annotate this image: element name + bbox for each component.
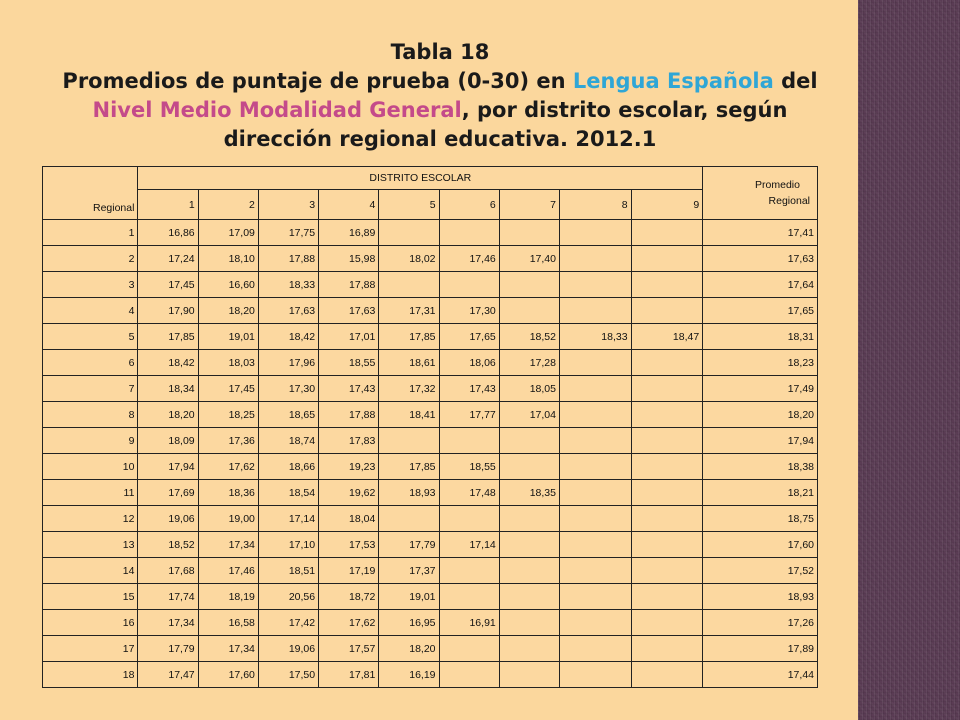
title-line-4: dirección regional educativa. 2012.1 [223,127,657,151]
district-score-cell [379,272,439,298]
promedio-regional-cell: 17,65 [703,298,818,324]
district-score-cell: 18,51 [258,558,318,584]
district-score-cell [631,220,703,246]
district-score-cell: 18,72 [319,584,379,610]
promedio-regional-cell: 17,49 [703,376,818,402]
district-score-cell: 17,09 [198,220,258,246]
district-score-cell: 17,19 [319,558,379,584]
regional-cell: 15 [43,584,138,610]
header-district-4: 4 [319,190,379,220]
header-district-7: 7 [499,190,559,220]
district-score-cell: 18,19 [198,584,258,610]
district-score-cell: 16,58 [198,610,258,636]
promedio-regional-cell: 17,44 [703,662,818,688]
regional-cell: 6 [43,350,138,376]
table-row [43,402,818,428]
district-score-cell: 17,46 [439,246,499,272]
header-district-3: 3 [258,190,318,220]
district-score-cell: 17,62 [319,610,379,636]
district-score-cell: 18,33 [258,272,318,298]
district-score-cell [559,532,631,558]
regional-cell: 1 [43,220,138,246]
district-score-cell [559,220,631,246]
district-score-cell: 18,47 [631,324,703,350]
regional-cell: 11 [43,480,138,506]
table-row [43,428,818,454]
regional-cell: 5 [43,324,138,350]
district-score-cell: 18,52 [499,324,559,350]
district-score-cell: 18,02 [379,246,439,272]
district-score-cell: 18,42 [138,350,198,376]
header-promedio-regional [703,167,818,220]
district-score-cell: 17,57 [319,636,379,662]
district-score-cell [439,662,499,688]
district-score-cell: 16,95 [379,610,439,636]
district-score-cell: 17,45 [138,272,198,298]
district-score-cell: 18,61 [379,350,439,376]
district-score-cell: 17,31 [379,298,439,324]
district-score-cell [631,558,703,584]
district-score-cell: 17,53 [319,532,379,558]
header-district-1: 1 [138,190,198,220]
district-score-cell: 17,62 [198,454,258,480]
district-score-cell: 17,90 [138,298,198,324]
district-score-cell: 17,10 [258,532,318,558]
district-score-cell: 18,03 [198,350,258,376]
district-score-cell: 17,32 [379,376,439,402]
district-score-cell [559,376,631,402]
district-score-cell [631,350,703,376]
district-score-cell: 18,34 [138,376,198,402]
district-score-cell [379,506,439,532]
table-row [43,454,818,480]
district-score-cell: 17,45 [198,376,258,402]
district-score-cell: 17,68 [138,558,198,584]
district-score-cell: 17,04 [499,402,559,428]
district-score-cell: 18,55 [439,454,499,480]
promedio-regional-cell: 17,63 [703,246,818,272]
district-score-cell: 18,25 [198,402,258,428]
regional-cell: 18 [43,662,138,688]
district-score-cell: 17,42 [258,610,318,636]
title-line-2 [30,67,850,96]
table-row [43,662,818,688]
district-score-cell: 17,34 [138,610,198,636]
promedio-regional-cell: 18,31 [703,324,818,350]
promedio-regional-cell: 17,89 [703,636,818,662]
header-district-8: 8 [559,190,631,220]
district-score-cell [379,428,439,454]
header-district-6: 6 [439,190,499,220]
district-score-cell [499,428,559,454]
district-score-cell [559,272,631,298]
regional-cell: 9 [43,428,138,454]
district-score-cell: 17,37 [379,558,439,584]
district-score-cell: 19,06 [258,636,318,662]
district-score-cell [559,506,631,532]
district-score-cell: 18,36 [198,480,258,506]
header-promedio-line1: Promedio [755,179,800,191]
district-score-cell: 18,65 [258,402,318,428]
district-score-cell [439,428,499,454]
title-text: del [773,69,818,93]
district-score-cell: 18,74 [258,428,318,454]
district-score-cell [631,636,703,662]
table-row [43,376,818,402]
regional-cell: 12 [43,506,138,532]
district-score-cell [631,428,703,454]
district-score-cell: 16,91 [439,610,499,636]
district-score-cell: 17,88 [258,246,318,272]
table-row [43,532,818,558]
district-score-cell [631,584,703,610]
district-score-cell [559,402,631,428]
district-score-cell [499,506,559,532]
district-score-cell: 17,79 [379,532,439,558]
table-row [43,584,818,610]
district-score-cell: 20,56 [258,584,318,610]
promedio-regional-cell: 17,52 [703,558,818,584]
title-table-number: Tabla 18 [390,40,490,64]
table-row [43,350,818,376]
district-score-cell: 18,06 [439,350,499,376]
district-score-cell: 17,30 [439,298,499,324]
district-score-cell [631,610,703,636]
header-district-2: 2 [198,190,258,220]
regional-cell: 16 [43,610,138,636]
promedio-regional-cell: 18,93 [703,584,818,610]
district-score-cell: 17,28 [499,350,559,376]
district-score-cell: 17,01 [319,324,379,350]
header-district-5: 5 [379,190,439,220]
district-score-cell: 18,55 [319,350,379,376]
table-row [43,480,818,506]
district-score-cell [559,636,631,662]
district-score-cell: 17,34 [198,532,258,558]
district-score-cell [559,428,631,454]
district-score-cell: 18,09 [138,428,198,454]
table-row [43,272,818,298]
district-score-cell [499,298,559,324]
district-score-cell: 17,85 [379,324,439,350]
promedio-regional-cell: 17,41 [703,220,818,246]
title-text: Promedios de puntaje de prueba (0-30) en [62,69,573,93]
slide-title [30,38,850,154]
district-score-cell: 17,88 [319,272,379,298]
district-score-cell: 17,74 [138,584,198,610]
district-score-cell [559,298,631,324]
district-score-cell: 17,24 [138,246,198,272]
title-level: Nivel Medio Modalidad General [92,98,462,122]
table-row [43,324,818,350]
regional-cell: 8 [43,402,138,428]
district-score-cell: 18,20 [198,298,258,324]
district-score-cell: 17,50 [258,662,318,688]
district-score-cell [631,480,703,506]
promedio-regional-cell: 17,94 [703,428,818,454]
district-score-cell: 17,77 [439,402,499,428]
district-score-cell: 19,23 [319,454,379,480]
district-score-cell: 19,62 [319,480,379,506]
scores-table [42,166,818,688]
district-score-cell: 18,41 [379,402,439,428]
district-score-cell [559,246,631,272]
district-score-cell: 19,01 [198,324,258,350]
district-score-cell: 19,01 [379,584,439,610]
district-score-cell: 16,19 [379,662,439,688]
district-score-cell [559,480,631,506]
district-score-cell [631,298,703,324]
district-score-cell [499,558,559,584]
header-district-9: 9 [631,190,703,220]
district-score-cell: 18,66 [258,454,318,480]
header-regional: Regional [43,167,138,220]
district-score-cell: 15,98 [319,246,379,272]
district-score-cell [499,636,559,662]
district-score-cell: 17,81 [319,662,379,688]
promedio-regional-cell: 17,60 [703,532,818,558]
district-score-cell [559,350,631,376]
district-score-cell [559,610,631,636]
district-score-cell: 17,83 [319,428,379,454]
district-score-cell [631,376,703,402]
promedio-regional-cell: 17,64 [703,272,818,298]
table-row [43,506,818,532]
district-score-cell [559,454,631,480]
district-score-cell: 16,89 [319,220,379,246]
district-score-cell [499,220,559,246]
district-score-cell [631,272,703,298]
regional-cell: 13 [43,532,138,558]
district-score-cell: 17,63 [258,298,318,324]
promedio-regional-cell: 18,75 [703,506,818,532]
district-score-cell: 18,05 [499,376,559,402]
promedio-regional-cell: 17,26 [703,610,818,636]
district-score-cell: 18,54 [258,480,318,506]
district-score-cell: 17,48 [439,480,499,506]
district-score-cell: 19,00 [198,506,258,532]
regional-cell: 3 [43,272,138,298]
district-score-cell [631,662,703,688]
district-score-cell: 16,60 [198,272,258,298]
district-score-cell: 17,69 [138,480,198,506]
district-score-cell: 17,75 [258,220,318,246]
district-score-cell [499,454,559,480]
district-score-cell [631,246,703,272]
header-promedio-line2: Regional [768,195,810,207]
title-line-3 [30,96,850,125]
regional-cell: 10 [43,454,138,480]
district-score-cell: 17,60 [198,662,258,688]
district-score-cell: 18,42 [258,324,318,350]
table-row [43,246,818,272]
district-score-cell [439,558,499,584]
regional-cell: 7 [43,376,138,402]
district-score-cell [499,272,559,298]
district-score-cell [631,532,703,558]
district-score-cell: 19,06 [138,506,198,532]
district-score-cell: 17,94 [138,454,198,480]
district-score-cell: 18,35 [499,480,559,506]
district-score-cell: 18,52 [138,532,198,558]
district-score-cell: 17,65 [439,324,499,350]
district-score-cell: 18,20 [379,636,439,662]
district-score-cell [499,662,559,688]
regional-cell: 14 [43,558,138,584]
district-score-cell: 17,40 [499,246,559,272]
title-subject: Lengua Española [572,69,774,93]
district-score-cell: 18,33 [559,324,631,350]
decorative-side-band [858,0,960,720]
promedio-regional-cell: 18,20 [703,402,818,428]
district-score-cell [439,220,499,246]
district-score-cell [499,610,559,636]
district-score-cell [499,584,559,610]
district-score-cell [439,636,499,662]
promedio-regional-cell: 18,21 [703,480,818,506]
table-row [43,220,818,246]
district-score-cell [559,662,631,688]
district-score-cell: 17,14 [439,532,499,558]
district-score-cell: 18,10 [198,246,258,272]
table-row [43,558,818,584]
district-score-cell: 18,04 [319,506,379,532]
district-score-cell [631,506,703,532]
district-score-cell: 17,43 [439,376,499,402]
promedio-regional-cell: 18,38 [703,454,818,480]
header-distrito-escolar: DISTRITO ESCOLAR [138,167,703,190]
title-text: , por distrito escolar, según [461,98,788,122]
district-score-cell [439,506,499,532]
district-score-cell: 17,96 [258,350,318,376]
table-row [43,610,818,636]
district-score-cell: 17,34 [198,636,258,662]
district-score-cell [379,220,439,246]
promedio-regional-cell: 18,23 [703,350,818,376]
district-score-cell: 17,46 [198,558,258,584]
table-row [43,298,818,324]
district-score-cell [631,402,703,428]
district-score-cell: 17,30 [258,376,318,402]
district-score-cell: 17,36 [198,428,258,454]
district-score-cell: 17,14 [258,506,318,532]
district-score-cell: 17,85 [379,454,439,480]
district-score-cell: 17,47 [138,662,198,688]
regional-cell: 2 [43,246,138,272]
district-score-cell: 17,43 [319,376,379,402]
table-row [43,636,818,662]
district-score-cell: 18,20 [138,402,198,428]
district-score-cell [559,558,631,584]
district-score-cell: 17,85 [138,324,198,350]
district-score-cell: 17,88 [319,402,379,428]
district-score-cell [499,532,559,558]
district-score-cell: 16,86 [138,220,198,246]
district-score-cell [439,584,499,610]
regional-cell: 4 [43,298,138,324]
district-score-cell [439,272,499,298]
district-score-cell: 18,93 [379,480,439,506]
regional-cell: 17 [43,636,138,662]
district-score-cell: 17,79 [138,636,198,662]
district-score-cell [559,584,631,610]
district-score-cell: 17,63 [319,298,379,324]
district-score-cell [631,454,703,480]
